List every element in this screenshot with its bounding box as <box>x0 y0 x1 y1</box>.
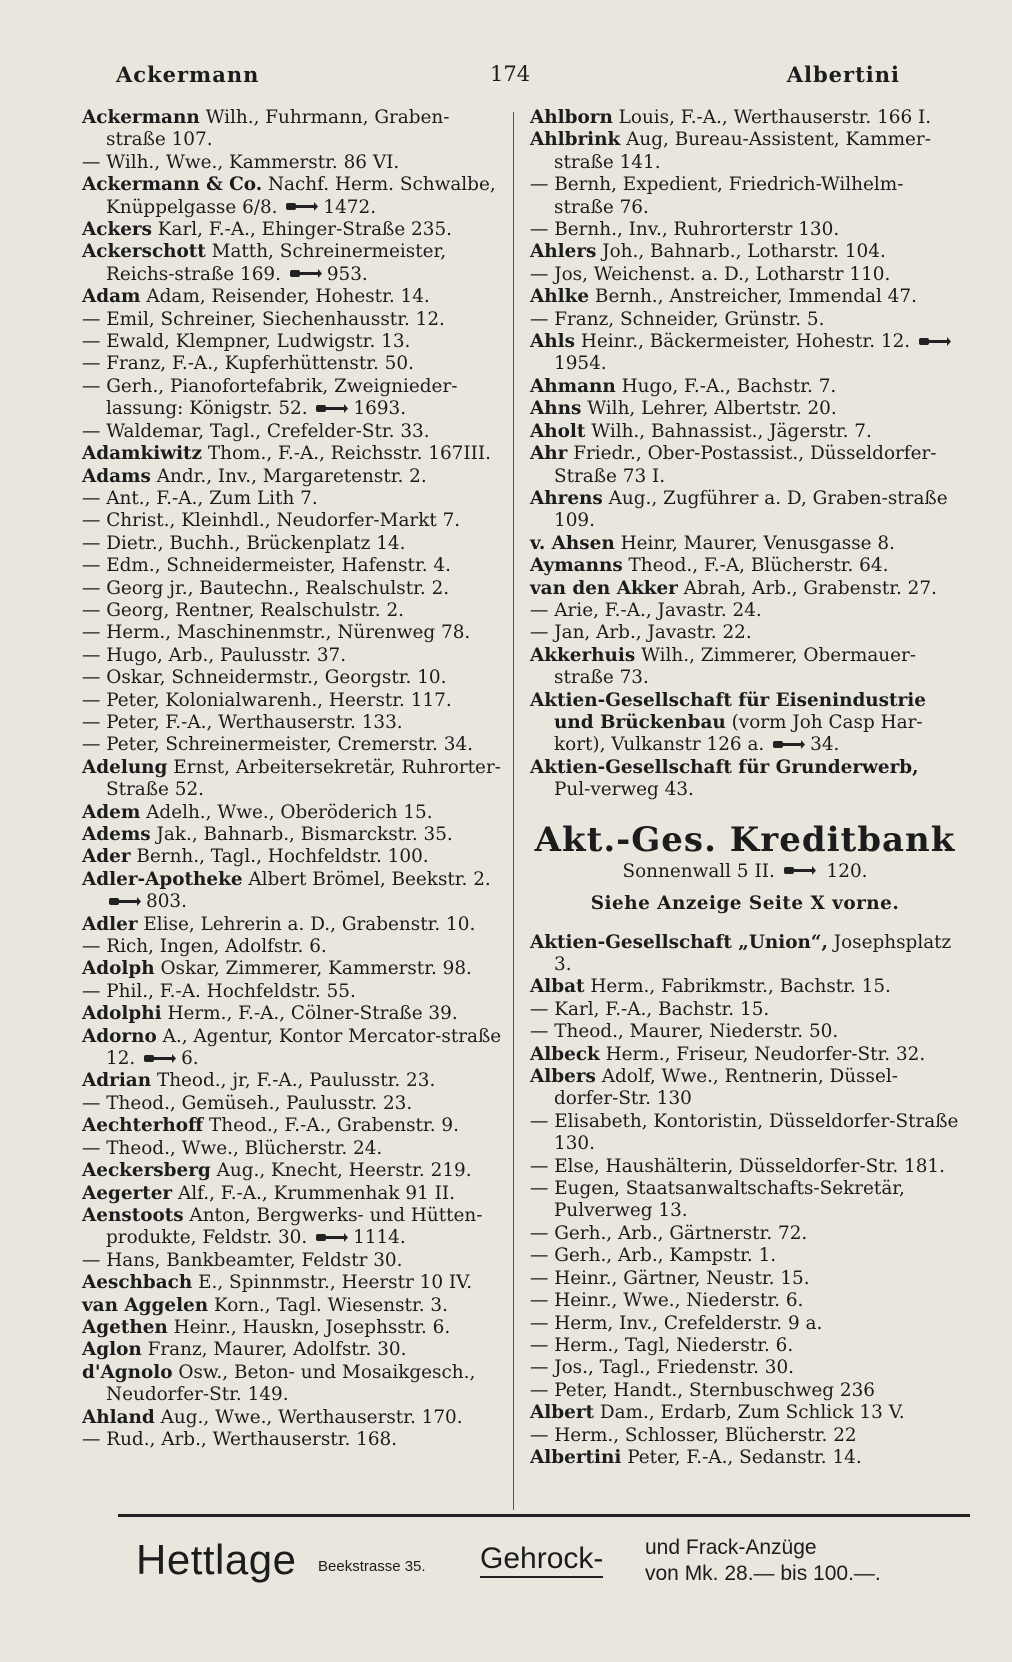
telephone-icon <box>315 1232 349 1243</box>
entry-details: — Franz, Schneider, Grünstr. 5. <box>530 308 825 330</box>
entry-details: — Hugo, Arb., Paulusstr. 37. <box>82 644 347 666</box>
directory-entry <box>530 1268 960 1290</box>
ad-title: Akt.-Ges. Kreditbank <box>534 819 956 860</box>
entry-details: — Theod., Gemüseh., Paulusstr. 23. <box>82 1092 413 1114</box>
entry-details: — Eugen, Staatsanwaltschafts-Sekretär, Pulverweg 13. <box>530 1178 905 1222</box>
entry-details: — Bernh., Inv., Ruhrorterstr 130. <box>530 219 840 241</box>
entry-details: Franz, Maurer, Adolfstr. 30. <box>141 1339 407 1361</box>
directory-entry <box>82 914 506 936</box>
page-number: 174 <box>490 62 531 86</box>
directory-entry <box>530 1178 960 1223</box>
telephone-icon <box>772 739 806 750</box>
entry-details: — Wilh., Wwe., Kammerstr. 86 VI. <box>82 151 400 173</box>
entry-name: Akkerhuis <box>530 644 636 666</box>
telephone-icon <box>315 403 349 414</box>
entry-details: Aug, Bureau-Assistent, Kammer-straße 141. <box>554 129 931 173</box>
directory-entry <box>82 1317 506 1339</box>
directory-entry <box>530 1425 960 1447</box>
entry-details: Thom., F.-A., Reichsstr. 167III. <box>202 443 492 465</box>
directory-entry <box>82 936 506 958</box>
entry-details: — Heinr., Wwe., Niederstr. 6. <box>530 1290 804 1312</box>
entry-details: A., Agentur, Kontor Mercator-straße 12. <box>106 1025 502 1070</box>
footer-rule <box>118 1514 970 1517</box>
directory-entry <box>82 958 506 980</box>
entry-name: Adler-Apotheke <box>82 868 243 890</box>
entry-name: Adelung <box>82 756 168 778</box>
directory-entry <box>530 376 960 398</box>
entry-details: — Peter, Schreinermeister, Cremerstr. 34. <box>82 734 473 756</box>
entry-name: Adams <box>82 465 151 487</box>
entry-name: Ackermann <box>82 107 200 128</box>
entry-details: — Heinr., Gärtner, Neustr. 15. <box>530 1267 810 1289</box>
entry-details: — Christ., Kleinhdl., Neudorfer-Markt 7. <box>82 510 461 532</box>
entry-details: Albert Brömel, Beekstr. 2. <box>242 868 491 890</box>
footer-line-1: und Frack-Anzüge <box>645 1536 817 1559</box>
header-right-name: Albertini <box>786 62 900 87</box>
directory-entry <box>82 1160 506 1182</box>
entry-details: — Peter, Handt., Sternbuschweg 236 <box>530 1379 876 1401</box>
entry-details: Herm., Fabrikmstr., Bachstr. 15. <box>584 976 891 998</box>
entry-details: Aug., Knecht, Heerstr. 219. <box>210 1160 472 1182</box>
entry-name: Aholt <box>530 420 586 442</box>
entry-details: Heinr., Bäckermeister, Hohestr. 12. <box>574 331 911 353</box>
entry-details: Adelh., Wwe., Oberöderich 15. <box>140 801 433 823</box>
entry-phone: 1693. <box>353 398 407 420</box>
entry-name: Aktien-Gesellschaft für Eisenindustrie und Brückenbau <box>530 689 926 733</box>
directory-entry <box>530 1380 960 1402</box>
entry-name: Adler <box>82 913 138 935</box>
directory-entry <box>82 1362 506 1407</box>
directory-entry <box>530 1066 960 1111</box>
directory-entry <box>530 331 960 376</box>
telephone-icon <box>289 268 323 279</box>
directory-entry <box>82 1272 506 1294</box>
entry-name: Adem <box>82 801 141 823</box>
entry-name: d'Agnolo <box>82 1361 173 1383</box>
entry-name: Albers <box>530 1066 596 1088</box>
directory-entry <box>530 1447 960 1469</box>
entry-name: Aktien-Gesellschaft für Grunderwerb, <box>530 756 919 778</box>
entry-details: — Phil., F.-A. Hochfeldstr. 55. <box>82 980 356 1002</box>
directory-entry <box>82 152 506 174</box>
entry-name: Ahns <box>530 398 582 420</box>
entry-name: Albert <box>530 1402 594 1424</box>
directory-entry <box>530 622 960 644</box>
entry-details: — Jos, Weichenst. a. D., Lotharstr 110. <box>530 263 891 285</box>
entry-details: — Dietr., Buchh., Brückenplatz 14. <box>82 532 406 554</box>
entry-details: Herm., Friseur, Neudorfer-Str. 32. <box>599 1043 926 1065</box>
entry-details: Osw., Beton- und Mosaikgesch., Neudorfer-Str. 149. <box>106 1361 476 1406</box>
entry-name: Ackermann & Co. <box>82 174 263 196</box>
entry-details: Pul-verweg 43. <box>554 779 694 801</box>
entry-phone: 803. <box>146 891 187 913</box>
entry-details: — Ant., F.-A., Zum Lith 7. <box>82 487 318 509</box>
directory-entry <box>82 331 506 353</box>
entry-details: — Elisabeth, Kontoristin, Düsseldorfer-Straße 130. <box>530 1110 959 1155</box>
directory-entry <box>530 578 960 600</box>
entry-details: Wilh., Fuhrmann, Graben-straße 107. <box>106 107 450 151</box>
directory-entry <box>530 932 960 977</box>
entry-details: Heinr., Hauskn, Josephsstr. 6. <box>167 1316 451 1338</box>
entry-details: — Arie, F.-A., Javastr. 24. <box>530 599 762 621</box>
left-column <box>82 107 506 1451</box>
directory-entry <box>530 1402 960 1424</box>
ad-note: Siehe Anzeige Seite X vorne. <box>590 892 900 914</box>
entry-name: Aechterhoff <box>82 1115 204 1137</box>
entry-name: Adrian <box>82 1070 152 1092</box>
directory-entry <box>530 1335 960 1357</box>
entry-details: E., Spinnmstr., Heerstr 10 IV. <box>192 1272 473 1294</box>
right-column-entries-a <box>530 107 960 802</box>
entry-details: Theod., F.-A, Blücherstr. 64. <box>622 555 889 577</box>
directory-entry <box>530 398 960 420</box>
directory-entry <box>82 645 506 667</box>
entry-details: Ernst, Arbeitersekretär, Ruhrorter-Straße 52. <box>106 756 501 801</box>
entry-phone: 1954. <box>554 353 607 375</box>
directory-entry <box>530 443 960 488</box>
directory-entry <box>82 846 506 868</box>
entry-name: Ahlers <box>530 241 597 263</box>
directory-entry <box>530 286 960 308</box>
entry-details: Bernh., Tagl., Hochfeldstr. 100. <box>130 846 429 868</box>
entry-details: Aug., Zugführer a. D, Graben-straße 109. <box>554 487 948 532</box>
directory-entry <box>530 174 960 219</box>
entry-details: Heinr, Maurer, Venusgasse 8. <box>614 532 895 554</box>
entry-details: — Jos., Tagl., Friedenstr. 30. <box>530 1357 795 1379</box>
entry-details: Adam, Reisender, Hohestr. 14. <box>140 286 430 308</box>
directory-entry <box>530 533 960 555</box>
directory-entry <box>82 600 506 622</box>
entry-name: Ackers <box>82 219 152 241</box>
entry-phone: 1114. <box>353 1227 406 1249</box>
entry-details: — Karl, F.-A., Bachstr. 15. <box>530 998 770 1020</box>
entry-details: — Georg, Rentner, Realschulstr. 2. <box>82 599 405 621</box>
entry-details: — Ewald, Klempner, Ludwigstr. 13. <box>82 331 411 353</box>
directory-entry <box>82 533 506 555</box>
directory-entry <box>530 1223 960 1245</box>
directory-entry <box>82 466 506 488</box>
directory-entry <box>82 712 506 734</box>
directory-entry <box>82 1026 506 1071</box>
directory-entry <box>82 1205 506 1250</box>
directory-entry <box>82 981 506 1003</box>
ad-address: Sonnenwall 5 II. <box>622 860 775 882</box>
entry-details: Anton, Bergwerks- und Hütten-produkte, Feldstr. 30. <box>106 1204 483 1249</box>
entry-phone: 6. <box>181 1048 199 1070</box>
entry-name: Adamkiwitz <box>82 443 202 465</box>
directory-entry <box>530 129 960 174</box>
entry-details: — Theod., Wwe., Blücherstr. 24. <box>82 1137 383 1159</box>
directory-entry <box>530 264 960 286</box>
directory-entry <box>82 802 506 824</box>
directory-entry <box>530 1245 960 1267</box>
entry-details: — Herm., Maschinenmstr., Nürenweg 78. <box>82 622 471 644</box>
entry-name: Ahrens <box>530 487 603 509</box>
directory-entry <box>82 219 506 241</box>
footer-item: Gehrock- <box>480 1542 603 1578</box>
entry-details: — Oskar, Schneidermstr., Georgstr. 10. <box>82 667 447 689</box>
directory-entry <box>82 1003 506 1025</box>
ad-phone: 120. <box>826 860 868 882</box>
entry-details: — Rich, Ingen, Adolfstr. 6. <box>82 936 327 958</box>
entry-details: — Waldemar, Tagl., Crefelder-Str. 33. <box>82 420 430 442</box>
telephone-icon <box>918 336 952 347</box>
entry-phone: 34. <box>810 734 840 756</box>
entry-details: Oskar, Zimmerer, Kammerstr. 98. <box>154 958 472 980</box>
footer-address: Beekstrasse 35. <box>318 1558 426 1575</box>
entry-details: Elise, Lehrerin a. D., Grabenstr. 10. <box>137 913 476 935</box>
entry-name: v. Ahsen <box>530 532 615 554</box>
entry-name: Albertini <box>530 1446 622 1468</box>
directory-entry <box>82 1115 506 1137</box>
entry-details: — Gerh., Arb., Gärtnerstr. 72. <box>530 1222 808 1244</box>
directory-entry <box>82 1407 506 1429</box>
entry-name: Ahlke <box>530 286 590 308</box>
directory-entry <box>82 1429 506 1451</box>
entry-details: — Franz, F.-A., Kupferhüttenstr. 50. <box>82 353 414 375</box>
entry-details: Hugo, F.-A., Bachstr. 7. <box>615 375 837 397</box>
footer-line-2: von Mk. 28.— bis 100.—. <box>645 1562 881 1585</box>
entry-phone: 953. <box>326 263 368 285</box>
directory-entry <box>82 1138 506 1160</box>
entry-details: Adolf, Wwe., Rentnerin, Düssel-dorfer-Str. 130 <box>554 1066 898 1110</box>
footer-advertisement <box>118 1522 970 1592</box>
directory-entry <box>82 869 506 914</box>
directory-entry <box>530 1044 960 1066</box>
entry-name: Ahls <box>530 331 575 353</box>
directory-entry <box>82 376 506 421</box>
directory-entry <box>530 309 960 331</box>
directory-entry <box>530 645 960 690</box>
entry-details: Wilh, Lehrer, Albertstr. 20. <box>581 398 837 420</box>
ad-address-line <box>530 860 960 884</box>
entry-name: Ahr <box>530 443 568 465</box>
directory-entry <box>82 353 506 375</box>
entry-name: Aktien-Gesellschaft „Union“, <box>530 931 828 953</box>
entry-details: Peter, F.-A., Sedanstr. 14. <box>621 1446 862 1468</box>
directory-entry <box>82 286 506 308</box>
entry-phone: 1472. <box>323 196 377 218</box>
directory-entry <box>82 510 506 532</box>
entry-name: Aenstoots <box>82 1204 184 1226</box>
entry-details: Jak., Bahnarb., Bismarckstr. 35. <box>150 824 453 845</box>
entry-details: — Else, Haushälterin, Düsseldorfer-Str. 181. <box>530 1155 945 1177</box>
entry-name: Albat <box>530 976 585 998</box>
entry-details: — Rud., Arb., Werthauserstr. 168. <box>82 1428 398 1450</box>
directory-entry <box>82 622 506 644</box>
entry-name: van Aggelen <box>82 1294 209 1316</box>
directory-entry <box>530 757 960 802</box>
directory-entry <box>530 999 960 1021</box>
directory-entry <box>82 1070 506 1092</box>
entry-details: Joh., Bahnarb., Lotharstr. 104. <box>596 241 886 263</box>
entry-details: (vorm Joh Casp Har-kort), Vulkanstr 126 a. <box>554 711 923 756</box>
entry-name: Adolph <box>82 958 155 980</box>
entry-name: Aymanns <box>530 555 623 577</box>
entry-details: Herm., F.-A., Cölner-Straße 39. <box>161 1003 458 1025</box>
entry-details: — Theod., Maurer, Niederstr. 50. <box>530 1021 839 1043</box>
entry-name: Ahmann <box>530 375 616 397</box>
entry-details: — Peter, F.-A., Werthauserstr. 133. <box>82 711 403 733</box>
directory-entry <box>82 690 506 712</box>
directory-entry <box>82 578 506 600</box>
directory-entry <box>82 107 506 152</box>
entry-details: — Gerh., Pianofortefabrik, Zweignieder-lassung: Königstr. 52. <box>82 375 458 420</box>
entry-details: Korn., Tagl. Wiesenstr. 3. <box>208 1294 448 1316</box>
directory-entry <box>530 1156 960 1178</box>
entry-details: Friedr., Ober-Postassist., Düsseldorfer-Straße 73 I. <box>554 443 937 487</box>
directory-entry <box>82 241 506 286</box>
entry-name: Ackerschott <box>82 241 206 263</box>
directory-entry <box>530 488 960 533</box>
entry-name: Adolphi <box>82 1003 162 1025</box>
entry-details: — Jan, Arb., Javastr. 22. <box>530 622 752 644</box>
directory-entry <box>82 1295 506 1317</box>
directory-entry <box>82 174 506 219</box>
column-divider <box>513 112 514 1510</box>
entry-name: Ader <box>82 846 131 868</box>
entry-details: Wilh., Zimmerer, Obermauer-straße 73. <box>554 644 917 689</box>
directory-entry <box>82 488 506 510</box>
entry-details: — Emil, Schreiner, Siechenhausstr. 12. <box>82 308 445 330</box>
right-column <box>530 107 960 1469</box>
entry-details: Josephsplatz 3. <box>554 931 952 975</box>
telephone-icon <box>143 1053 177 1064</box>
directory-entry <box>530 555 960 577</box>
right-column-entries-b <box>530 932 960 1470</box>
directory-entry <box>530 1357 960 1379</box>
entry-details: — Georg jr., Bautechn., Realschulstr. 2. <box>82 577 450 599</box>
directory-entry <box>530 600 960 622</box>
entry-name: Ahland <box>82 1406 155 1428</box>
entry-details: — Gerh., Arb., Kampstr. 1. <box>530 1245 777 1267</box>
directory-entry <box>530 241 960 263</box>
entry-name: Aegerter <box>82 1182 173 1204</box>
header-left-name: Ackermann <box>116 62 260 87</box>
entry-details: Andr., Inv., Margaretenstr. 2. <box>150 465 427 487</box>
entry-details: — Herm., Schlosser, Blücherstr. 22 <box>530 1424 857 1446</box>
entry-details: — Hans, Bankbeamter, Feldstr 30. <box>82 1249 403 1271</box>
entry-name: Agethen <box>82 1316 168 1338</box>
directory-entry <box>82 555 506 577</box>
directory-entry <box>530 107 960 129</box>
entry-details: Alf., F.-A., Krummenhak 91 II. <box>172 1182 455 1204</box>
entry-name: Adorno <box>82 1025 157 1047</box>
directory-entry <box>82 1339 506 1361</box>
entry-details: Wilh., Bahnassist., Jägerstr. 7. <box>585 420 872 442</box>
entry-name: van den Akker <box>530 577 678 599</box>
footer-brand: Hettlage <box>136 1536 297 1583</box>
entry-name: Ahlborn <box>530 107 613 128</box>
directory-entry <box>530 1290 960 1312</box>
directory-entry <box>82 824 506 846</box>
directory-entry <box>530 1313 960 1335</box>
directory-entry <box>530 219 960 241</box>
entry-details: — Peter, Kolonialwarenh., Heerstr. 117. <box>82 689 452 711</box>
entry-details: Dam., Erdarb, Zum Schlick 13 V. <box>594 1402 905 1424</box>
entry-details: — Herm., Tagl, Niederstr. 6. <box>530 1334 794 1356</box>
entry-details: Theod., F.-A., Grabenstr. 9. <box>203 1115 459 1137</box>
entry-details: Abrah, Arb., Grabenstr. 27. <box>677 577 937 599</box>
entry-details: — Edm., Schneidermeister, Hafenstr. 4. <box>82 555 451 577</box>
directory-entry <box>82 421 506 443</box>
directory-entry <box>82 309 506 331</box>
directory-entry <box>530 1021 960 1043</box>
entry-details: Matth, Schreinermeister, Reichs-straße 169. <box>106 241 447 285</box>
kreditbank-ad <box>530 820 960 918</box>
entry-details: Karl, F.-A., Ehinger-Straße 235. <box>151 219 453 241</box>
directory-entry <box>82 734 506 756</box>
directory-entry <box>82 1093 506 1115</box>
directory-entry <box>82 1183 506 1205</box>
entry-name: Adems <box>82 824 151 845</box>
entry-name: Aeschbach <box>82 1272 193 1294</box>
entry-name: Aglon <box>82 1339 142 1361</box>
entry-name: Aeckersberg <box>82 1160 211 1182</box>
entry-details: Louis, F.-A., Werthauserstr. 166 I. <box>612 107 932 128</box>
directory-entry <box>82 667 506 689</box>
entry-name: Ahlbrink <box>530 129 621 151</box>
telephone-icon <box>108 896 142 907</box>
entry-name: Adam <box>82 286 141 308</box>
directory-entry <box>530 1111 960 1156</box>
directory-entry <box>530 690 960 757</box>
entry-name: Albeck <box>530 1043 600 1065</box>
entry-details: Bernh., Anstreicher, Immendal 47. <box>589 286 917 308</box>
entry-details: Nachf. Herm. Schwalbe, Knüppelgasse 6/8. <box>106 174 496 218</box>
telephone-icon <box>285 201 319 212</box>
entry-details: — Herm, Inv., Crefelderstr. 9 a. <box>530 1312 823 1334</box>
entry-details: Aug., Wwe., Werthauserstr. 170. <box>154 1406 463 1428</box>
directory-entry <box>82 443 506 465</box>
telephone-icon <box>783 865 817 876</box>
directory-entry <box>82 757 506 802</box>
directory-entry <box>530 421 960 443</box>
directory-entry <box>82 1250 506 1272</box>
entry-details: Theod., jr, F.-A., Paulusstr. 23. <box>151 1070 436 1092</box>
directory-entry <box>530 976 960 998</box>
page-header <box>80 62 952 96</box>
entry-details: — Bernh, Expedient, Friedrich-Wilhelm-straße 76. <box>530 174 904 218</box>
